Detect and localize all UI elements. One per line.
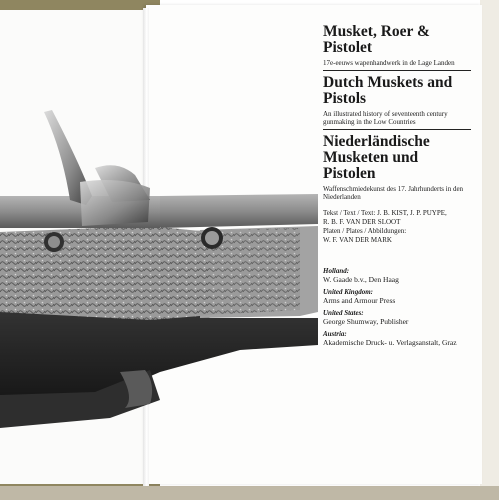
subtitle-dutch: 17e-eeuws wapenhandwerk in de Lage Landen <box>323 59 455 67</box>
publisher-united-kingdom <box>323 288 473 305</box>
divider <box>323 129 471 130</box>
publisher-holland <box>323 267 473 284</box>
credits-text-line2: R. B. F. VAN DER SLOOT <box>323 218 401 226</box>
title-dutch: Musket, Roer & Pistolet <box>323 23 430 56</box>
title-german: Niederländische Musketen und Pistolen <box>323 133 430 182</box>
publisher-country: Austria: <box>323 330 347 338</box>
credits-text-line: Tekst / Text / Text: J. B. KIST, J. P. PUYPE, <box>323 209 447 217</box>
title-page-text <box>323 24 473 347</box>
publisher-austria <box>323 330 473 347</box>
publisher-united-states <box>323 309 473 326</box>
title-block-dutch <box>323 24 473 67</box>
publisher-country: United States: <box>323 309 364 317</box>
subtitle-german: Waffenschmiedekunst des 17. Jahrhunderts in den Niederlanden <box>323 185 464 201</box>
publisher-name: Arms and Armour Press <box>323 296 396 305</box>
publisher-name: W. Gaade b.v., Den Haag <box>323 275 399 284</box>
publisher-name: Akademische Druck- u. Verlagsanstalt, Graz <box>323 338 457 347</box>
publisher-country: Holland: <box>323 267 350 275</box>
credits-plates-names: W. F. VAN DER MARK <box>323 236 392 244</box>
publisher-country: United Kingdom: <box>323 288 373 296</box>
subtitle-english: An illustrated history of seventeenth century gunmaking in the Low Countries <box>323 110 448 126</box>
credits-plates-line: Platen / Plates / Abbildungen: <box>323 227 407 235</box>
divider <box>323 70 471 71</box>
title-english: Dutch Muskets and Pistols <box>323 74 453 107</box>
title-block-german <box>323 134 473 201</box>
title-block-english <box>323 75 473 126</box>
publisher-name: George Shumway, Publisher <box>323 317 409 326</box>
credits <box>323 209 473 245</box>
